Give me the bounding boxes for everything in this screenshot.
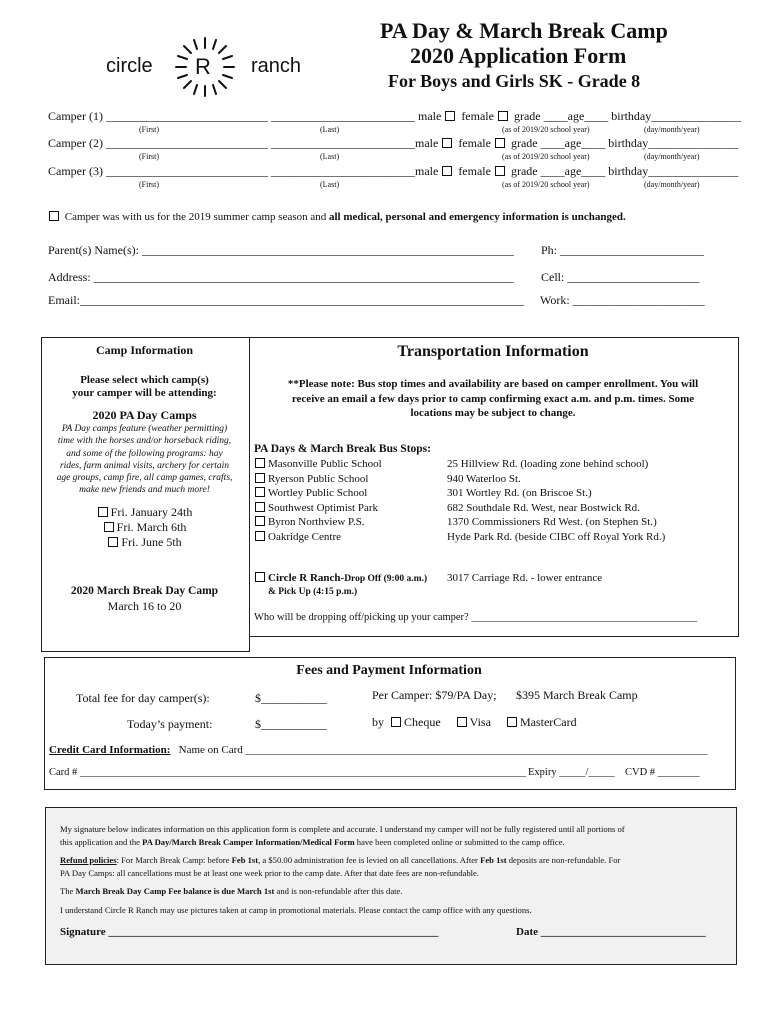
camper-row-3[interactable]: Camper (3) ___________________________ ________________________male female grade ____age____ birthday_______________ bbox=[48, 164, 739, 178]
signature-field[interactable]: Signature ____________________________________________________________ bbox=[60, 926, 439, 938]
pa-day-dates bbox=[41, 505, 248, 550]
email-field[interactable]: Email:__________________________________________________________________________ bbox=[48, 293, 524, 307]
payment-method: by Cheque Visa MasterCard bbox=[372, 715, 577, 729]
date-option-jan[interactable]: Fri. January 24th bbox=[41, 505, 248, 520]
address-field[interactable]: Address: ______________________________________________________________________ bbox=[48, 270, 514, 284]
payment-field[interactable]: $___________ bbox=[255, 717, 327, 731]
bus-stop[interactable]: Oakridge Centre bbox=[254, 530, 382, 545]
signature-terms: My signature below indicates information on this application form is complete and accurate. I understand my camper will not be fully registered until all portions of this application and the PA Day/March Break Camper Information/Medical Form have been completed online or submitted to the camp office. Refund policies: For March Break Camp: before Feb 1st, a $50.00 administration fee is levied on all cancellations. After Feb 1st deposits are non-refundable. For PA Day Camps: all cancellations must be at least one week prior to the camp date. After that date fees are non-refundable. The March Break Day Camp Fee balance is due March 1st and is non-refundable after this date. I understand Circle R Ranch may use pictures taken at camp in promotional materials. Please contact the camp office with any questions. bbox=[60, 824, 625, 915]
cheque-option[interactable]: Cheque bbox=[390, 715, 441, 729]
returning-camper-option[interactable]: Camper was with us for the 2019 summer camp season and all medical, personal and emergency information is unchanged. bbox=[48, 211, 626, 223]
female-checkbox[interactable] bbox=[498, 111, 508, 121]
credit-card-row: Credit Card Information: Name on Card ____________________________________________________________________________________ bbox=[49, 744, 708, 756]
female-checkbox[interactable] bbox=[495, 166, 505, 176]
page-tagline: For Boys and Girls SK - Grade 8 bbox=[388, 71, 641, 91]
card-number-field[interactable]: Card # _____________________________________________________________________________________ bbox=[49, 767, 527, 778]
parent-name-field[interactable]: Parent(s) Name(s): ______________________________________________________________ bbox=[48, 243, 514, 257]
camper-row-1[interactable]: Camper (1) ___________________________ ________________________ male female grade ____age____ birthday_______________ bbox=[48, 109, 742, 123]
march-break-title: 2020 March Break Day Camp bbox=[70, 585, 219, 597]
date-option-jun[interactable]: Fri. June 5th bbox=[41, 535, 248, 550]
ranch-address: 3017 Carriage Rd. - lower entrance bbox=[447, 572, 603, 584]
bus-stop[interactable]: Masonville Public School bbox=[254, 457, 382, 472]
pa-day-title: 2020 PA Day Camps bbox=[92, 408, 197, 422]
male-checkbox[interactable] bbox=[445, 111, 455, 121]
logo-right-text: ranch bbox=[251, 55, 302, 77]
page-title: PA Day & March Break Camp bbox=[380, 18, 668, 43]
returning-checkbox[interactable] bbox=[49, 211, 59, 221]
mastercard-option[interactable]: MasterCard bbox=[506, 715, 577, 729]
bus-stop[interactable]: Wortley Public School bbox=[254, 486, 382, 501]
bus-stop[interactable]: Byron Northview P.S. bbox=[254, 515, 382, 530]
date-field[interactable]: Date ______________________________ bbox=[516, 926, 706, 938]
transport-note: **Please note: Bus stop times and availability are based on camper enrollment. You will receive an email a few days prior to camp confirming exact a.m. and p.m. times. Some locations may be subject to change. bbox=[287, 378, 699, 419]
bus-stop-addresses: 25 Hillview Rd. (loading zone behind school) 940 Waterloo St. 301 Wortley Rd. (on Briscoe St.) 682 Southdale Rd. West, near Bostwick Rd. 1370 Commissioners Rd West. (on Stephen St.) Hyde Park Rd. (beside CIBC off Royal York Rd.) bbox=[447, 458, 666, 543]
male-checkbox[interactable] bbox=[442, 138, 452, 148]
transport-title: Transportation Information bbox=[397, 343, 589, 360]
bus-stop-list bbox=[254, 457, 382, 544]
bus-stop[interactable]: Southwest Optimist Park bbox=[254, 501, 382, 516]
name-on-card-field[interactable]: Name on Card ____________________________________________________________________________________ bbox=[178, 744, 708, 756]
date-option-mar[interactable]: Fri. March 6th bbox=[41, 520, 248, 535]
ranch-dropoff-option[interactable]: Circle R Ranch-Drop Off (9:00 a.m.) bbox=[254, 572, 427, 584]
pickup-person-field[interactable]: Who will be dropping off/picking up your camper? ___________________________________________ bbox=[254, 612, 698, 623]
visa-option[interactable]: Visa bbox=[456, 715, 491, 729]
female-checkbox[interactable] bbox=[495, 138, 505, 148]
march-break-dates: March 16 to 20 bbox=[107, 599, 182, 613]
camper-row-2[interactable]: Camper (2) ___________________________ ________________________male female grade ____age____ birthday_______________ bbox=[48, 136, 739, 150]
pa-day-description: PA Day camps feature (weather permitting) time with the horses and/or horseback riding, and some of the following programs: hay rides, farm animal visits, archery for certain age groups, camp fire, all camp games, crafts, make new friends and much more! bbox=[56, 424, 233, 496]
camper-sub-1: (First) bbox=[139, 125, 159, 134]
phone-field[interactable]: Ph: ________________________ bbox=[541, 243, 705, 257]
cell-field[interactable]: Cell: ______________________ bbox=[541, 270, 700, 284]
fees-title: Fees and Payment Information bbox=[296, 663, 482, 678]
expiry-field[interactable]: Expiry _____/_____ bbox=[528, 767, 615, 778]
bus-stop[interactable]: Ryerson Public School bbox=[254, 472, 382, 487]
camp-info-title: Camp Information bbox=[95, 343, 193, 357]
cvd-field[interactable]: CVD # ________ bbox=[625, 767, 700, 778]
page-subtitle: 2020 Application Form bbox=[410, 43, 627, 68]
total-fee-field[interactable]: $___________ bbox=[255, 691, 327, 705]
logo-letter: R bbox=[195, 54, 211, 79]
bus-stops-title: PA Days & March Break Bus Stops: bbox=[254, 443, 431, 455]
work-field[interactable]: Work: ______________________ bbox=[540, 293, 705, 307]
circle-r-logo-icon bbox=[170, 34, 240, 100]
logo-left-text: circle bbox=[106, 55, 153, 77]
male-checkbox[interactable] bbox=[442, 166, 452, 176]
